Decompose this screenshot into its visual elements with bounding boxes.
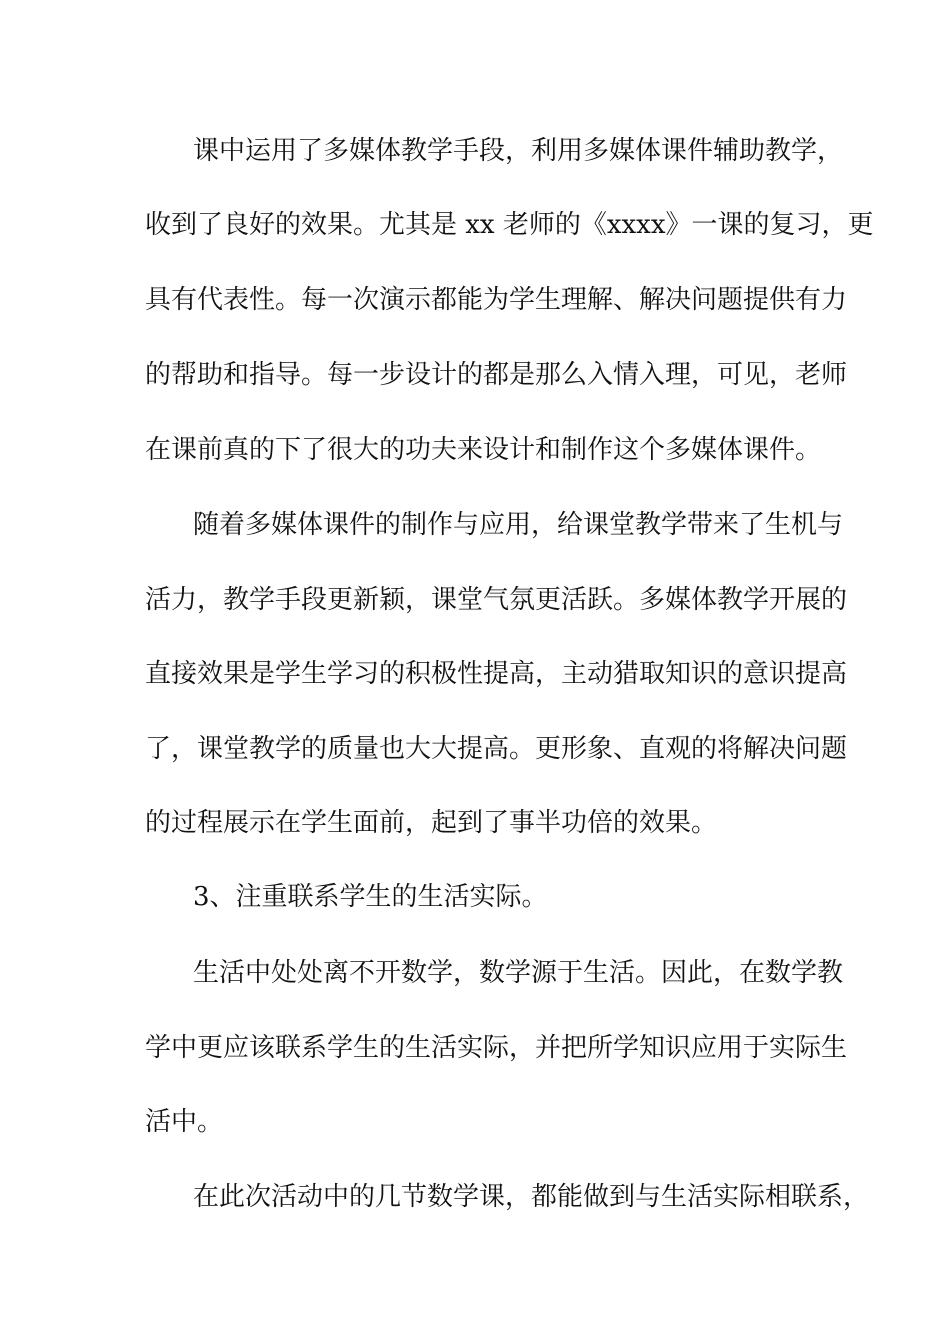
- paragraph-1-line-4: 的帮助和指导。每一步设计的都是那么入情入理，可见，老师: [145, 360, 848, 390]
- paragraph-4-line-2: 学中更应该联系学生的生活实际，并把所学知识应用于实际生: [145, 1033, 848, 1063]
- paragraph-2-line-2: 活力，教学手段更新颖，课堂气氛更活跃。多媒体教学开展的: [145, 585, 848, 615]
- paragraph-2-line-5: 的过程展示在学生面前，起到了事半功倍的效果。: [145, 808, 718, 838]
- paragraph-1-line-5: 在课前真的下了很大的功夫来设计和制作这个多媒体课件。: [145, 435, 822, 465]
- paragraph-2-line-4: 了，课堂教学的质量也大大提高。更形象、直观的将解决问题: [145, 734, 848, 764]
- paragraph-1-line-2: 收到了良好的效果。尤其是 xx 老师的《xxxx》一课的复习，更: [145, 210, 874, 240]
- paragraph-4-line-3: 活中。: [145, 1107, 224, 1137]
- paragraph-2-line-1: 随着多媒体课件的制作与应用，给课堂教学带来了生机与: [193, 510, 844, 540]
- paragraph-2-line-3: 直接效果是学生学习的积极性提高，主动猎取知识的意识提高: [145, 659, 848, 689]
- paragraph-4-line-1: 生活中处处离不开数学，数学源于生活。因此，在数学教: [193, 958, 844, 988]
- paragraph-1-line-3: 具有代表性。每一次演示都能为学生理解、解决问题提供有力: [145, 285, 848, 315]
- paragraph-3-heading: 3、注重联系学生的生活实际。: [193, 882, 548, 912]
- paragraph-5-line-1: 在此次活动中的几节数学课，都能做到与生活实际相联系，: [193, 1182, 870, 1212]
- paragraph-1-line-1: 课中运用了多媒体教学手段，利用多媒体课件辅助教学，: [193, 136, 844, 166]
